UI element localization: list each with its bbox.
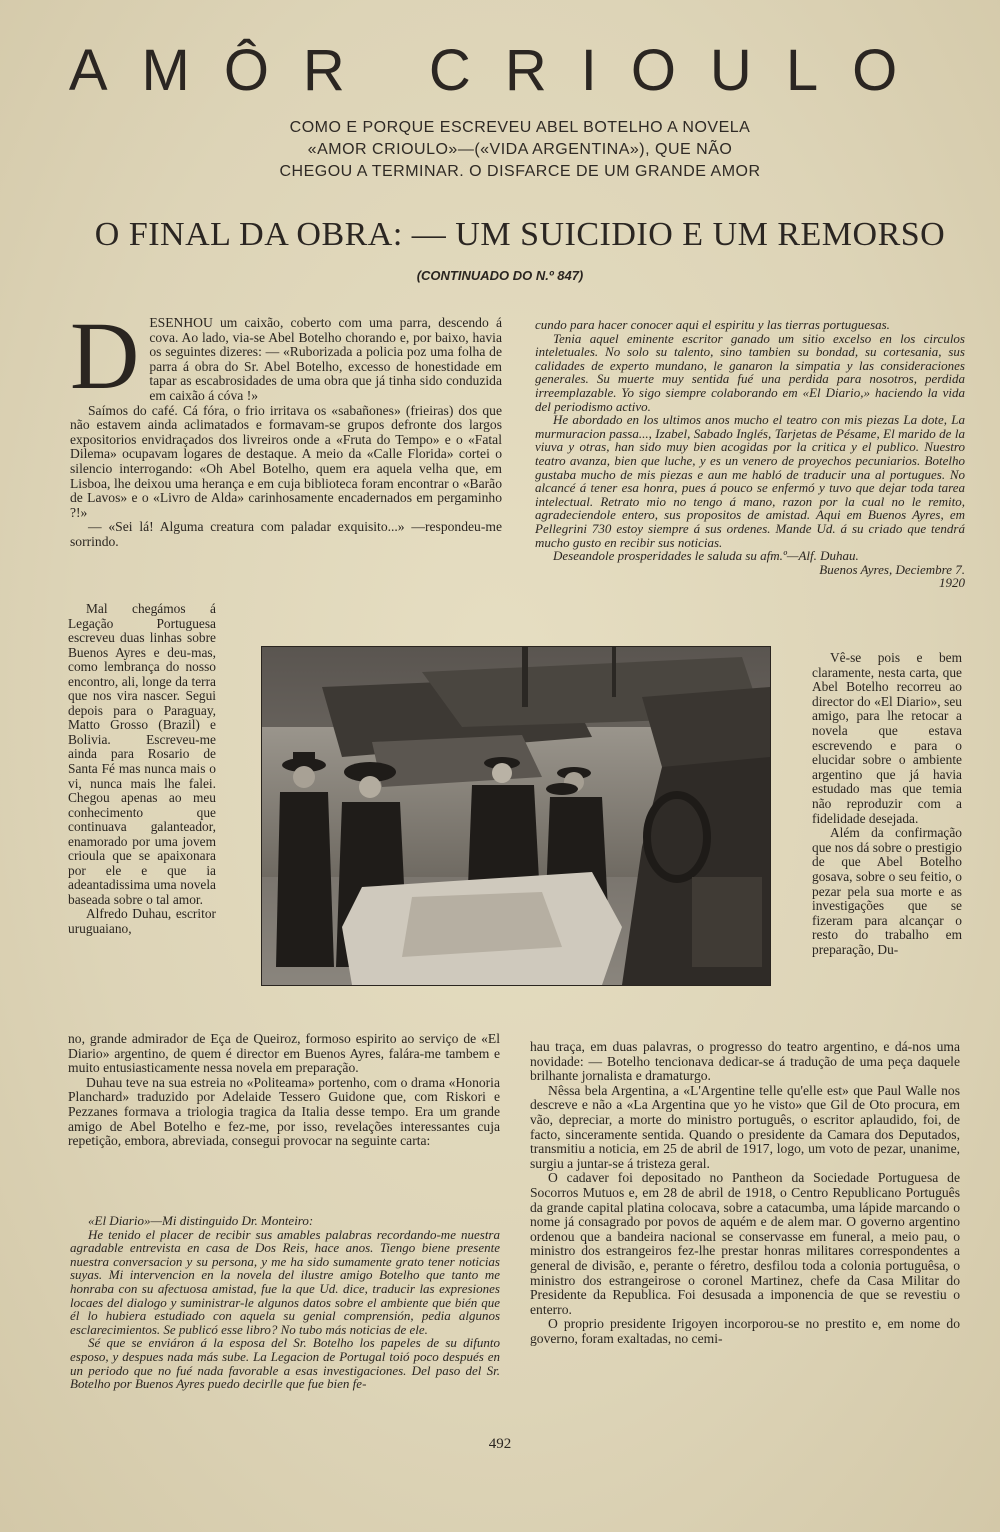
right-narrow-column [812,651,962,957]
left-column-bottom [68,1032,500,1149]
letter-date: Buenos Ayres, Deciembre 7. 1920 [819,561,965,591]
article-subtitle: COMO E PORQUE ESCREVEU ABEL BOTELHO A NOVELA «AMOR CRIOULO»—(«VIDA ARGENTINA»), QUE NÃO CHEGOU A TERMINAR. O DISFARCE DE UM GRANDE AMOR [279,119,761,180]
right-column-bottom [530,1040,960,1346]
paragraph: hau traça, em duas palavras, o progresso do teatro argentino, e dá-nos uma novidade: — Botelho tencionava dedicar-se á tradução de uma peça daquele brilhante jornalista e dramaturgo. [530,1039,960,1084]
paragraph: Duhau teve na sua estreia no «Politeama» portenho, com o drama «Honoria Planchard» traduzido por Adelaide Tessero Guidone que, com Riskori e Pezzanes formava a triologia tragica da Italia desse tempo. Era um grande amigo de Abel Botelho e fez-me, por isso, revelações interessantes cuja repetição, embora, abreviada, consegui provocar na seguinte carta: [68,1074,500,1149]
letter-signature: Deseandole prosperidades le saluda su afm.º—Alf. Duhau. [553,548,859,564]
paragraph: ESENHOU um caixão, coberto com uma parra, descendo á cova. Ao lado, via-se Abel Botelho chorando e, por baixo, havia os seguintes dizeres: — «Ruborizada a policia poz uma folha de parra á obra do Sr. Abel Botelho, excesso de honestidade em tapar as escabrosidades de uma obra que já tinha sido conduzida em caixão á cóva !» [149,315,502,403]
paragraph: O cadaver foi depositado no Pantheon da Sociedade Portuguesa de Socorros Mutuos e, em 28 de abril de 1918, o Centro Republicano Português da grande capital platina colocava, sobre a catacumba, uma lápide marcando o nome já consagrado por povos de aquém e de alem mar. O governo argentino ordenou que a bandeira nacional se conservasse em funeral, a meio pau, o ministro dos estrangeiros fez-lhe prestar honras militares correspondentes a general de divisão, e, perante o féretro, desfilou toda a colonia portuguêsa, o ministro dos estrangeirose o coronel Martinez, chefe da Casa Militar do Presidente da Republica. Foi desusada a imponencia de que se revestiu o enterro. [530,1170,960,1317]
article-title: AMÔR CRIOULO [68,38,932,103]
paragraph: — «Sei lá! Alguma creatura com paladar exquisito...» —respondeu-me sorrindo. [70,519,502,549]
left-column-top [70,302,502,550]
continued-note: (CONTINUADO DO N.º 847) [416,268,584,283]
paragraph: O proprio presidente Irigoyen incorporou-se no prestito e, em nome do governo, foram exaltadas, no cemi- [530,1316,960,1346]
letter-paragraph: Sé que se enviáron á la esposa del Sr. Botelho los papeles de su difunto esposo, y despues nada más sube. La Legacion de Portugal toió poco después en un periodo que no fué nada favorable a esas investigaciones. Del paso del Sr. Botelho por Buenos Ayres puedo decirlle que fue bien fe- [70,1335,500,1392]
paragraph: Saímos do café. Cá fóra, o frio irritava os «sabañones» (frieiras) dos que não estavem ainda aclimatados e formavam-se grupos defronte dos largos expositorios envidraçados dos livreiros onde a «Fruta do Tempo» e o «Fatal Dilema» ocupavam logares de destaque. A meio da «Calle Florida» cortei o silencio interrogando: «Oh Abel Botelho, quem era aquela velha que, em Lisboa, lhe deixou uma herança e em cuja biblioteca foram encontrar o «Barão de Lavos» e o «Livro de Alda» carinhosamente encadernados em pergaminho ?!» [70,402,502,520]
drop-cap: D [70,302,140,409]
letter-paragraph: Tenia aquel eminente escritor ganado um sitio excelso en los circulos inteletuales. No solo su talento, sino tambien su bondad, su cortesania, sus calidades de experto mundano, le ganaron la simpatia y las consideraciones generales. Su muerte muy sentida fué una perdida para nosotros, perdida irreemplazable. Yo sigo siempre colaborando em «El Diario,» haciendo la vida del periodismo activo. [535,330,965,414]
letter-text [70,1214,500,1391]
paragraph: Alfredo Duhau, escritor uruguaiano, [68,906,216,937]
section-heading: O FINAL DA OBRA: — UM SUICIDIO E UM REMORSO [94,216,946,253]
paragraph: no, grande admirador de Eça de Queiroz, formoso espirito ao serviço de «El Diario» argentino, de quem é director em Buenos Ayres, falára-me tambem e muito entusiasticamente nessa novela em preparação. [68,1031,500,1076]
letter-salutation: «El Diario»—Mi distinguido Dr. Monteiro: [88,1213,314,1228]
page-number: 492 [488,1436,512,1452]
photograph-harbor-group [261,646,771,986]
letter-paragraph: He abordado en los ultimos anos mucho el teatro con mis piezas La dote, La murmuracion passa..., Izabel, Sabado Inglés, Tarjetas de Pésame, El marido de la viuva y otras, han sido muy bien acogidas por la critica y el publico. Nuestro teatro avanza, bien que luche, y es un venero de proyechos pecuniarios. Botelho gustaba mucho de mis piezas e aun me habló de traducir una al portugues. No alcancé á tener esa honra, pues á pouco se enfermó y tuvo que dejar toda tarea intelectual. Retrato mio no tengo á mano, razon por la cual no le remito, agradeciendole entero, sus propositos de amistad. Aqui em Buenos Ayres, em Pellegrini 730 estoy siempre á sus ordenes. Mande Ud. á su criado que tendrá mucho gusto en recibir sus noticias. [535,412,965,550]
paragraph: Mal chegámos á Legação Portuguesa escreveu duas linhas sobre Buenos Ayres e deu-mas, como lembrança do nosso encontro, ali, longe da terra que nos vira nascer. Segui depois para o Paraguay, Matto Grosso (Brazil) e Bolivia. Escreveu-me ainda para Rosario de Santa Fé mas nunca mais o vi, nunca mais lhe falei. Chegou apenas ao meu conhecimento que continuava galanteador, enamorado por uma jovem crioula que se apaixonara por ele e que ia adeantadissima uma novela baseada sobre o tal amor. [68,601,216,907]
paragraph: Além da confirmação que nos dá sobre o prestigio de que Abel Botelho gosava, sobre o seu feitio, o pezar pela sua morte e as investigações que se fizeram para alcançar o resto do trabalho em preparação, Du- [812,825,962,957]
letter-paragraph: cundo para hacer conocer aqui el espiritu y las tierras portuguesas. [535,317,890,332]
paragraph: Nêssa bela Argentina, a «L'Argentine telle qu'elle est» que Paul Walle nos descreve e não a «La Argentina que yo he visto» que Gil de Oto procura, em vão, depreciar, a morte do ministro português, o escritor aplaudido, foi, de facto, sinceramente sentida. Quando o presidente da Camara dos Deputados, transmitiu a noticia, em 25 de abril de 1917, logo, um voto de pezar, unanime, surgiu a juntar-se á tristeza geral. [530,1082,960,1171]
right-column-letter [535,318,965,590]
left-narrow-column [68,602,216,937]
paragraph: Vê-se pois e bem claramente, nesta carta, que Abel Botelho recorreu ao director do «El Diario», seu amigo, para lhe retocar a novela que estava escrevendo e para o elucidar sobre o ambiente argentino que já havia estudado mas que temia não reproduzir com a fidelidade desejada. [812,650,962,826]
letter-paragraph: He tenido el placer de recibir sus amables palabras recordando-me nuestra agradable entrevista en casa de Dos Reis, hace anos. Tiengo biene presente nuestra conversacion y su persona, y me ha sido sumamente grato tener noticias suyas. Mi intervencion en la novela del ilustre amigo Botelho que tanto me honraba con su afectuosa amistad, fue la que Ud. dice, traducir las expresiones locaes del dialogo y suministrar-le algunos datos sobre el ambiente que bién que él lo hubiera estudiado con aquela su genial comprensión, pedia algunos esclarecimientos. Se publicó esse libro? No tubo más noticias de ele. [70,1226,500,1337]
